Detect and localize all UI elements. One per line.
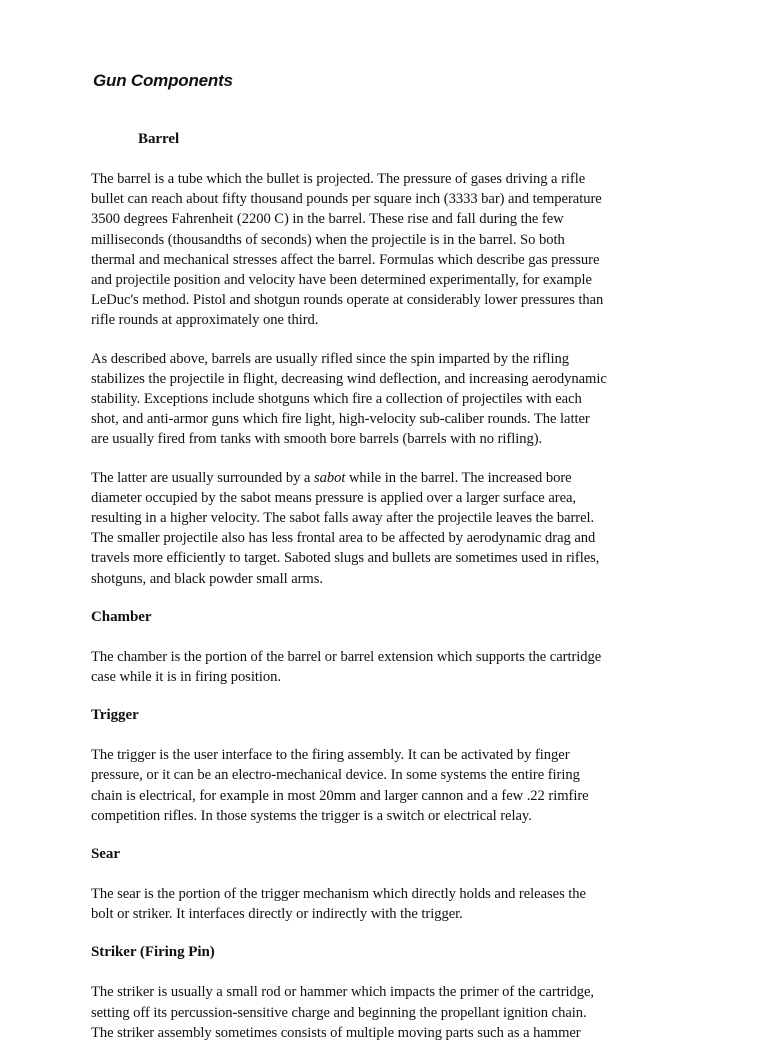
- text-line: stabilizes the projectile in flight, decreasing wind deflection, and increasing aerodynamic: [91, 370, 607, 387]
- text-line: setting off its percussion-sensitive charge and beginning the propellant ignition chain.: [91, 1004, 587, 1021]
- text-line: chain is electrical, for example in most 20mm and larger cannon and a few .22 rimfire: [91, 787, 589, 804]
- text-line: case while it is in firing position.: [91, 669, 281, 686]
- sear-paragraph: [91, 884, 721, 924]
- text-line: The striker is usually a small rod or hammer which impacts the primer of the cartridge,: [91, 984, 595, 1001]
- text-line: LeDuc's method. Pistol and shotgun rounds operate at considerably lower pressures than: [91, 292, 604, 309]
- text-line: [91, 468, 721, 488]
- text-line: milliseconds (thousandths of seconds) when the projectile is in the barrel. So both: [91, 231, 565, 248]
- text-line: bullet can reach about fifty thousand pounds per square inch (3333 bar) and temperature: [91, 191, 602, 208]
- text-line: pressure, or it can be an electro-mechanical device. In some systems the entire firing: [91, 767, 580, 784]
- text-line: The trigger is the user interface to the firing assembly. It can be activated by finger: [91, 747, 570, 764]
- text-line: As described above, barrels are usually rifled since the spin imparted by the rifling: [91, 350, 570, 367]
- text-line: and projectile position and velocity have been determined experimentally, for example: [91, 272, 592, 289]
- text-line: The chamber is the portion of the barrel or barrel extension which supports the cartridge: [91, 648, 602, 665]
- barrel-paragraph-2: [91, 349, 721, 450]
- text-line: The barrel is a tube which the bullet is projected. The pressure of gases driving a rifle: [91, 171, 586, 187]
- text-line: are usually fired from tanks with smooth bore barrels (barrels with no rifling).: [91, 431, 543, 448]
- text-line: The striker assembly sometimes consists of multiple moving parts such as a hammer: [91, 1024, 581, 1041]
- text-line: The sear is the portion of the trigger mechanism which directly holds and releases the: [91, 886, 586, 903]
- text-line: resulting in a higher velocity. The sabot falls away after the projectile leaves the barrel.: [91, 510, 595, 527]
- document-title: Gun Components: [93, 71, 233, 90]
- text-segment: The latter are usually surrounded by a: [91, 469, 314, 486]
- text-line: bolt or striker. It interfaces directly or indirectly with the trigger.: [91, 906, 463, 923]
- text-line: 3500 degrees Fahrenheit (2200 C) in the barrel. These rise and fall during the few: [91, 211, 564, 228]
- text-line: The smaller projectile also has less frontal area to be affected by aerodynamic drag and: [91, 530, 596, 547]
- text-line: stability. Exceptions include shotguns which fire a collection of projectiles with each: [91, 391, 582, 408]
- heading-trigger: Trigger: [91, 707, 139, 724]
- heading-barrel: Barrel: [138, 131, 180, 147]
- document-body: [91, 129, 721, 1061]
- trigger-paragraph: [91, 745, 721, 826]
- striker-paragraph: [91, 982, 721, 1043]
- barrel-paragraph-1: [91, 169, 721, 331]
- chamber-paragraph: [91, 647, 721, 687]
- heading-striker: Striker (Firing Pin): [91, 944, 215, 961]
- text-line: competition rifles. In those systems the trigger is a switch or electrical relay.: [91, 807, 532, 824]
- text-line: diameter occupied by the sabot means pressure is applied over a larger surface area,: [91, 489, 577, 506]
- heading-sear: Sear: [91, 846, 120, 863]
- text-line: rifle rounds at approximately one third.: [91, 312, 319, 329]
- heading-chamber: Chamber: [91, 608, 152, 625]
- text-line: travels more efficiently to target. Saboted slugs and bullets are sometimes used in rifles,: [91, 550, 600, 567]
- text-line: shotguns, and black powder small arms.: [91, 570, 323, 587]
- barrel-paragraph-3: [91, 468, 721, 589]
- text-segment: while in the barrel. The increased bore: [345, 469, 572, 486]
- text-line: shot, and anti-armor guns which fire light, high-velocity sub-caliber rounds. The latter: [91, 411, 590, 428]
- text-line: thermal and mechanical stresses affect the barrel. Formulas which describe gas pressure: [91, 251, 600, 268]
- sabot-term: sabot: [313, 469, 346, 486]
